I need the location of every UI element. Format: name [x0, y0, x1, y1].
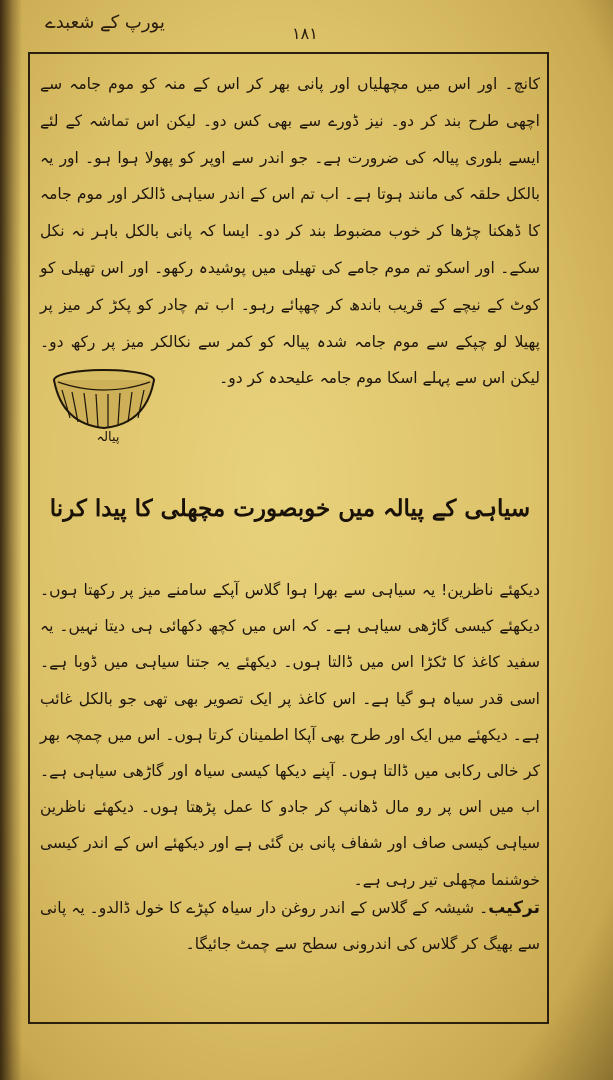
paragraph-recipe	[40, 890, 540, 962]
page-number: ۱۸۱	[292, 24, 318, 43]
binding-shadow	[0, 0, 22, 1080]
bowl-drawing	[54, 370, 154, 428]
recipe-label: ترکیب	[488, 898, 540, 918]
recipe-text: ۔ شیشہ کے گلاس کے اندر روغن دار سیاہ کپڑے کا خول ڈالدو۔ یہ پانی سے بھیگ کر گلاس کی اندرونی سطح سے چمٹ جائیگا۔	[40, 899, 540, 954]
section-heading: سیاہی کے پیالہ میں خوبصورت مچھلی کا پیدا کرنا	[49, 495, 531, 522]
figure-caption: پیالہ	[96, 430, 120, 445]
paragraph-trick: دیکھئے ناظرین! یہ سیاہی سے بھرا ہوا گلاس آپکے سامنے میز پر رکھتا ہوں۔ دیکھئے کیسی گاڑھی سیاہی ہے۔ کہ اس میں کچھ دکھائی ہی دیتا نہیں۔ یہ سفید کاغذ کا ٹکڑا اس میں ڈالتا ہوں۔ دیکھئے یہ جتنا سیاہی میں ڈوبا ہے۔ اسی قدر سیاہ ہو گیا ہے۔ اس کاغذ پر ایک تصویر بھی تھی جو بالکل غائب ہے۔ دیکھئے میں ایک اور طرح بھی آپکا اطمینان کرتا ہوں۔ اس میں چمچہ بھر کر خالی رکابی میں ڈالتا ہوں۔ آپنے دیکھا کیسی سیاہ اور گاڑھی سیاہی ہے۔ اب میں اس پر رو مال ڈھانپ کر جادو کا عمل پڑھتا ہوں۔ دیکھئے ناظرین سیاہی کیسی صاف اور شفاف پانی بن گئی ہے اور دیکھئے اس کے اندر کیسی خوشنما مچھلی تیر رہی ہے۔	[40, 581, 540, 889]
running-head: یورپ کے شعبدے	[45, 12, 165, 33]
paragraph-intro	[40, 66, 540, 397]
paragraph-intro-text: کانچ۔ اور اس میں مچھلیاں اور پانی بھر کر اس کے منہ کو موم جامہ سے اچھی طرح بند کر دو۔ نیز ڈورے سے بھی کس دو۔ لیکن اس تماشہ کے لئے ایسے بلوری پیالہ کی ضرورت ہے۔ جو اندر سے اوپر کو پھولا ہوا ہو۔ اور یہ بالکل حلقہ کی مانند ہوتا ہے۔ اب تم اس کے اندر سیاہی ڈالکر اور موم جامہ کا ڈھکنا چڑھا کر خوب مضبوط بند کر دو۔ ایسا کہ پانی بالکل باہر نہ نکل سکے۔ اور اسکو تم موم جامے کی تھیلی میں پوشیدہ رکھو۔ اور اس تھیلی کو کوٹ کے نیچے کے قریب باندھ کر چھپائے رہو۔ اب تم چادر کو پکڑ کر میز پر پھیلا لو چپکے سے موم جامہ شدہ پیالہ کو کمر سے نکالکر میز پر رکھ دو۔ لیکن اس سے پہلے اسکا موم جامہ علیحدہ کر دو۔	[40, 75, 540, 388]
